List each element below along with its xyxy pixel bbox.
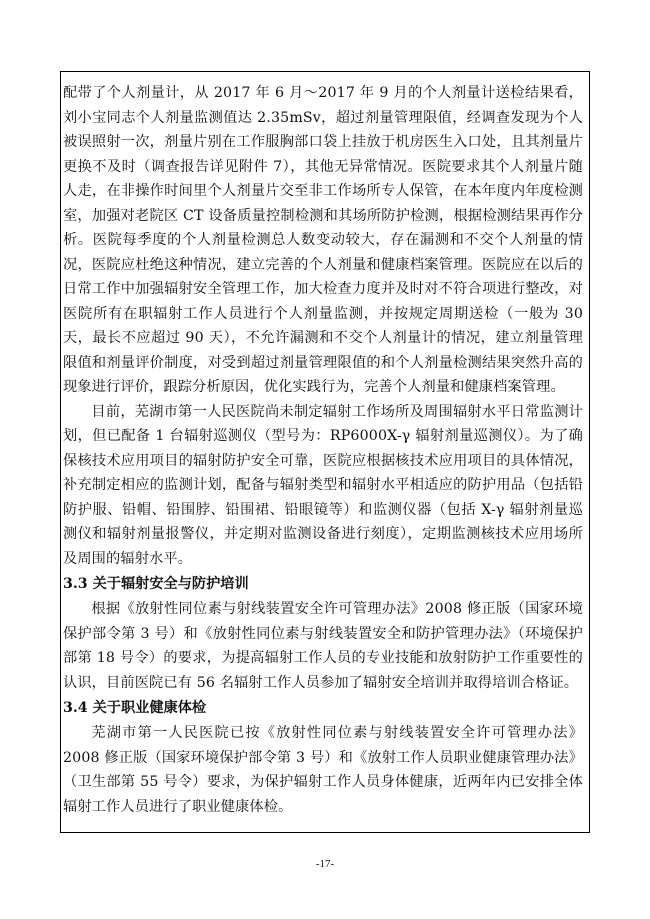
document-body [63, 81, 583, 819]
paragraph-health-check: 芜湖市第一人民医院已按《放射性同位素与射线装置安全许可管理办法》2008 修正版（国家环境保护部令第 3 号）和《放射工作人员职业健康管理办法》（卫生部第 55 号令）要求，为保护辐射工作人员身体健康，近两年内已安排全体辐射工作人员进行了职业健康体检。 [63, 725, 583, 815]
paragraph-dose-monitoring: 配带了个人剂量计，从 2017 年 6 月～2017 年 9 月的个人剂量计送检结果看，刘小宝同志个人剂量监测值达 2.35mSv，超过剂量管理限值，经调查发现为个人被误照射一次，剂量片别在工作服胸部口袋上挂放于机房医生入口处，且其剂量片更换不及时（调查报告详见附件 7），其他无异常情况。医院要求其个人剂量片随人走，在非操作时间里个人剂量片交至非工作场所专人保管，在本年度内年度检测室，加强对老院区 CT 设备质量控制检测和其场所防护检测，根据检测结果再作分析。医院每季度的个人剂量检测总人数变动较大，存在漏测和不交个人剂量的情况，医院应杜绝这种情况，建立完善的个人剂量和健康档案管理。医院应在以后的日常工作中加强辐射安全管理工作，加大检查力度并及时对不符合项进行整改，对医院所有在职辐射工作人员进行个人剂量监测，并按规定周期送检（一般为 30 天，最长不应超过 90 天），不允许漏测和不交个人剂量计的情况，建立剂量管理限值和剂量评价制度，对受到超过剂量管理限值的和个人剂量检测结果突然升高的现象进行评价，跟踪分析原因，优化实践行为，完善个人剂量和健康档案管理。 [63, 85, 583, 395]
page-number: -17- [315, 858, 335, 870]
section-heading-health-check: 3.4 关于职业健康体检 [63, 700, 207, 716]
section-heading-training: 3.3 关于辐射安全与防护培训 [63, 576, 249, 592]
paragraph-monitoring-plan: 目前，芜湖市第一人民医院尚未制定辐射工作场所及周围辐射水平日常监测计划，但已配备 1 台辐射巡测仪（型号为：RP6000X-γ 辐射剂量巡测仪）。为了确保核技术应用项目的辐射防护安全可靠，医院应根据核技术应用项目的具体情况，补充制定相应的监测计划，配备与辐射类型和辐射水平相适应的防护用品（包括铅防护服、铅帽、铅围脖、铅围裙、铅眼镜等）和监测仪器（包括 X-γ 辐射剂量巡测仪和辐射剂量报警仪，并定期对监测设备进行刻度），定期监测核技术应用场所及周围的辐射水平。 [63, 403, 583, 567]
paragraph-training: 根据《放射性同位素与射线装置安全许可管理办法》2008 修正版（国家环境保护部令第 3 号）和《放射性同位素与射线装置安全和防护管理办法》（环境保护部第 18 号令）的要求，为提高辐射工作人员的专业技能和放射防护工作重要性的认识，目前医院已有 56 名辐射工作人员参加了辐射安全培训并取得培训合格证。 [63, 601, 583, 691]
